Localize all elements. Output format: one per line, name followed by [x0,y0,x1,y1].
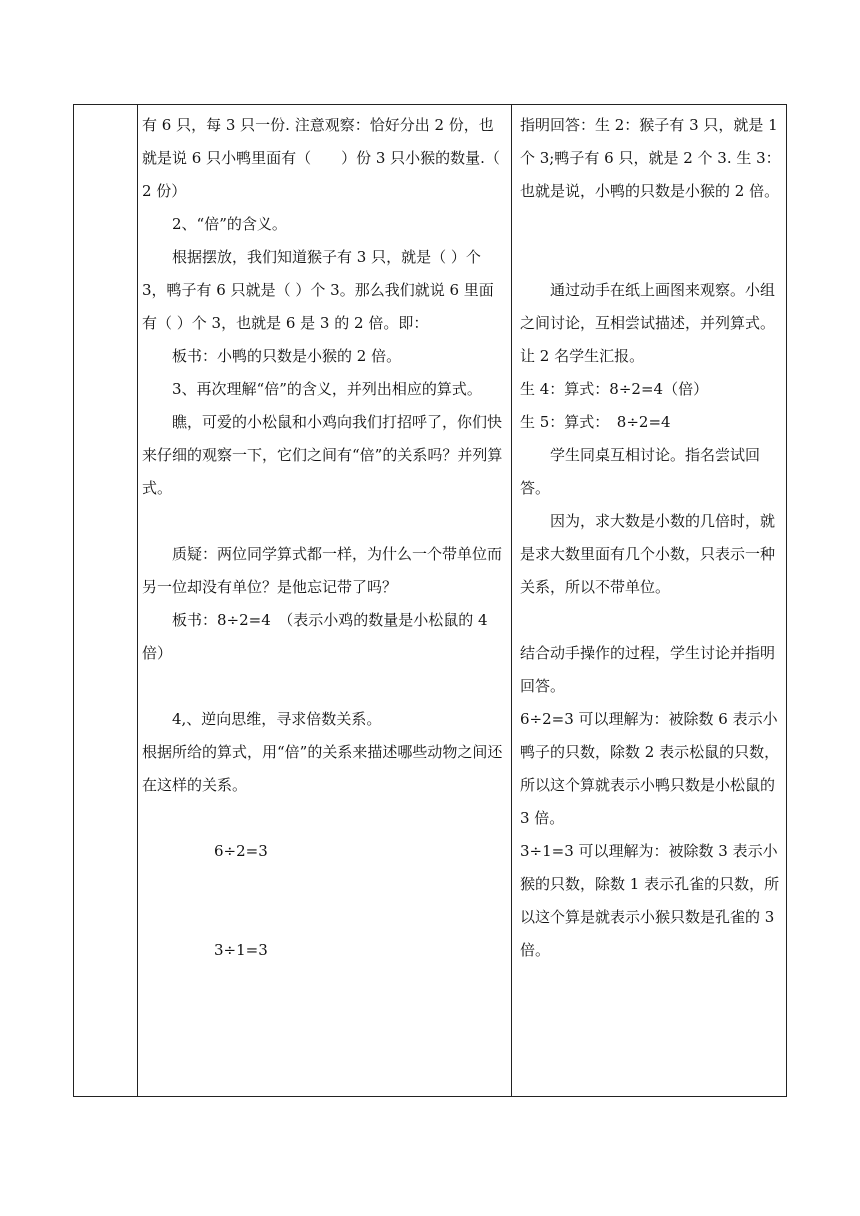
paragraph-desk-discussion: 学生同桌互相讨论。指名尝试回答。 [520,446,761,497]
student-5-formula: 生 5：算式： 8÷2=4 [520,413,671,431]
equation-3-div-1: 3÷1=3 [214,941,268,959]
explanation-6-div-2: 6÷2=3 可以理解为：被除数 6 表示小鸭子的只数，除数 2 表示松鼠的只数，所以这个算就表示小鸭只数是小松鼠的 3 倍。 [520,710,780,827]
paragraph-intro: 有 6 只，每 3 只一份. 注意观察：恰好分出 2 份，也就是说 6 只小鸭里面有（ ）份 3 只小猴的数量.（ 2 份） [142,116,505,200]
explanation-3-div-1: 3÷1=3 可以理解为：被除数 3 表示小猴的只数，除数 1 表示孔雀的只数，所以这个算是就表示小猴只数是孔雀的 3 倍。 [520,842,780,959]
equation-6-div-2: 6÷2=3 [214,842,268,860]
paragraph-given-formula: 根据所给的算式，用“倍”的关系来描述哪些动物之间还在这样的关系。 [142,743,503,794]
paragraph-combine-operation: 结合动手操作的过程，学生讨论并指明回答。 [520,644,776,695]
student-4-formula: 生 4：算式：8÷2=4（倍） [520,380,709,398]
paragraph-because: 因为，求大数是小数的几倍时，就是求大数里面有几个小数，只表示一种关系，所以不带单位。 [520,512,776,596]
lesson-plan-table [73,104,787,1097]
board-note-1: 板书：小鸭的只数是小猴的 2 倍。 [172,347,402,365]
answer-student-2-3: 指明回答：生 2：猴子有 3 只，就是 1 个 3;鸭子有 6 只，就是 2 个 3. 生 3：也就是说，小鸭的只数是小猴的 2 倍。 [520,116,783,200]
teacher-activity-column [138,105,510,967]
paragraph-question: 质疑：两位同学算式都一样，为什么一个带单位而另一位却没有单位？是他忘记带了吗？ [142,545,503,596]
heading-reverse-thinking: 4,、逆向思维，寻求倍数关系。 [172,710,382,728]
heading-understand-again: 3、再次理解“倍”的含义，并列出相应的算式。 [172,380,482,398]
paragraph-squirrel-chicken: 瞧，可爱的小松鼠和小鸡向我们打招呼了，你们快来仔细的观察一下，它们之间有“倍”的关系吗？并列算式。 [142,413,503,497]
paragraph-placement: 根据摆放，我们知道猴子有 3 只，就是（ ）个 3，鸭子有 6 只就是（ ）个 3。那么我们就说 6 里面有（ ）个 3，也就是 6 是 3 的 2 倍。即： [142,248,494,332]
heading-meaning-of-times: 2、“倍”的含义。 [172,215,287,233]
student-activity-column [512,105,787,967]
paragraph-draw-observe: 通过动手在纸上画图来观察。小组之间讨论，互相尝试描述，并列算式。让 2 名学生汇报。 [520,281,776,365]
board-note-2: 板书：8÷2=4 （表示小鸡的数量是小松鼠的 4 倍） [142,611,493,662]
